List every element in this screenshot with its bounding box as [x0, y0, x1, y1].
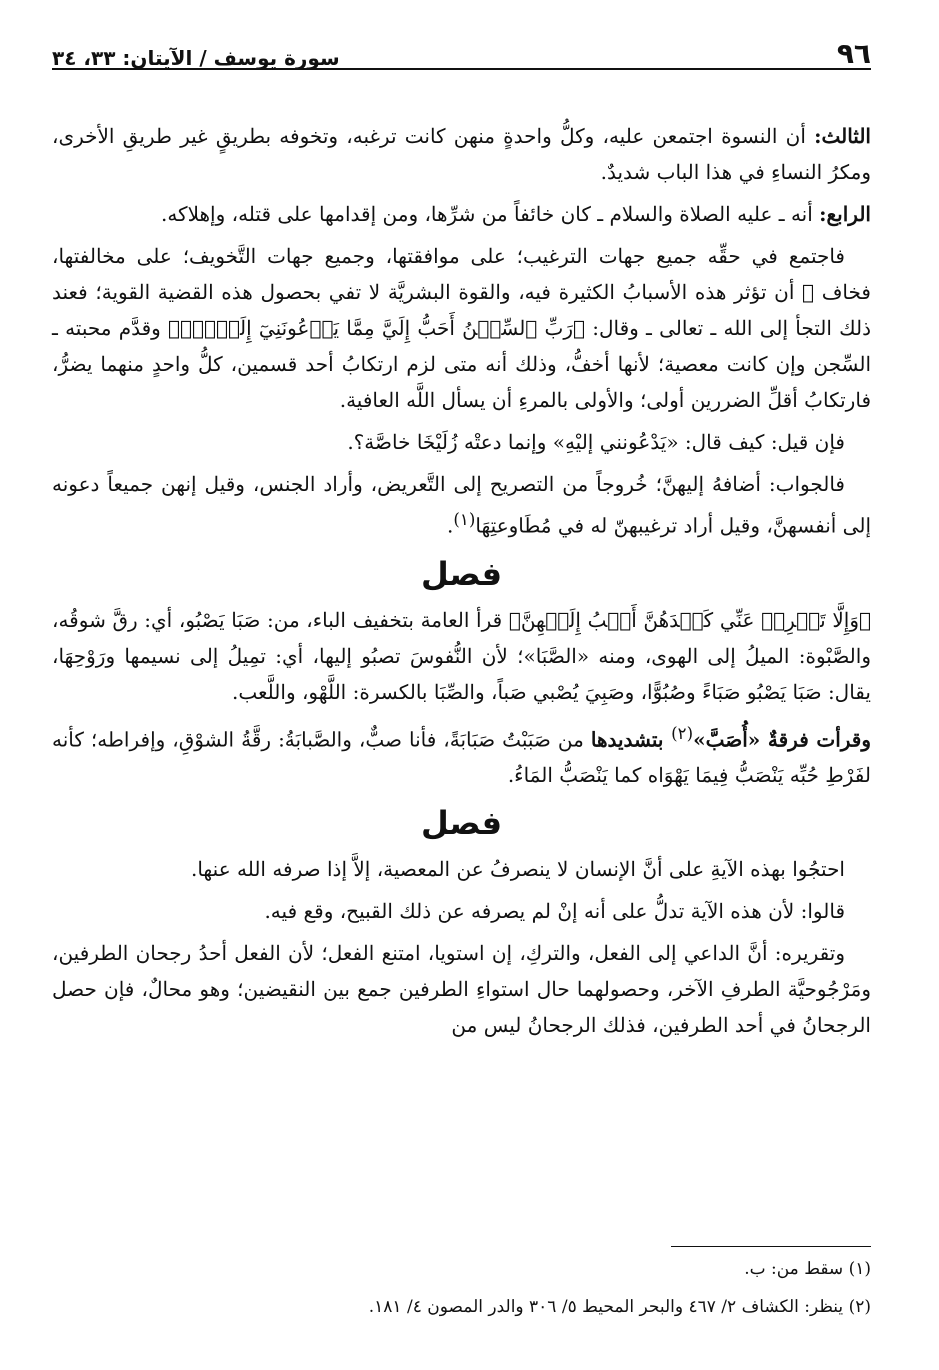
- page-body: [52, 118, 871, 1049]
- paragraph-summary: [52, 238, 871, 418]
- footnote-rule: [671, 1246, 871, 1247]
- paragraph-answer: [52, 466, 871, 544]
- paragraph-text: أنه ـ عليه الصلاة والسلام ـ كان خائفاً من شرِّها، ومن إقدامها على قتله، وإهلاكه.: [160, 202, 820, 226]
- page-number: ٩٦: [836, 37, 871, 70]
- lead-term: وقرأت فرقةٌ «أُصَبَّ»: [693, 727, 872, 752]
- paragraph-text: من صَبَبْتُ صَبَابَةً، فأنا صبٌّ، والصَّبابَةُ: رقَّةُ الشوْقِ، وإفراطه؛ كأنه لفَرْطِ حُبِّه يَنْصَبُّ فِيمَا يَهْوَاه كما يَنْصَبُّ المَاءُ.: [52, 727, 871, 788]
- footnotes: [52, 1246, 871, 1331]
- footnote-1: (١) سقط من: ب.: [744, 1259, 871, 1279]
- paragraph-text: فاجتمع في حقِّه جميع جهات الترغيب؛ على موافقتها، وجميع جهات التَّخويف؛ على مخالفتها، فخاف ﷺ أن تؤثر هذه الأسبابُ الكثيرة فيه، والقوة البشريَّة لا تفي بحصول هذه القضية القوية؛ فعند ذلك التجأ إلى الله ـ تعالى ـ وقال:: [52, 244, 871, 340]
- page: [52, 28, 871, 1370]
- paragraph-text: قرأ العامة بتخفيف الباء، من: صَبَا يَصْبُو، أي: رقَّ شوقُه، والصَّبْوة: الميلُ إلى الهوى، ومنه «الصَّبَا»؛ لأن النُّفوسَ تصبُو إليها، أي: تمِيلُ إلى نسيمها ورَوْحِهَا، يقال: صَبَا يَصْبُو صَبَاءً وصُبُوًّا، وصَبِيَ يُصْبي صَباً، والصِّبَا بالكسرة: اللَّهْو، واللَّعب.: [52, 607, 871, 704]
- quran-verse: ﴿وَإِلَّا تَصۡرِفۡ عَنِّي كَيۡدَهُنَّ أَصۡبُ إِلَيۡهِنَّ﴾: [508, 607, 871, 632]
- paragraph-variant-reading: [52, 716, 871, 794]
- paragraph-question: فإن قيل: كيف قال: «يَدْعُونني إليْهِ» وإنما دعتْه زُلَيْخَا خاصَّة؟.: [347, 430, 845, 454]
- page-header: [52, 28, 871, 68]
- header-rule: [52, 68, 871, 70]
- section-heading: فصل: [420, 804, 503, 843]
- paragraph-proof: وتقريره: أنَّ الداعي إلى الفعل، والتركِ، إن استويا، امتنع الفعل؛ لأن الفعل أحدُ رجحان الطرفين، ومَرْجُوحيَّة الطرفِ الآخر، وحصولهما حال استواءِ الطرفين جمع بين النقيضين؛ وهو محالٌ، فإن حصل الرجحانُ في أحد الطرفين، فذلك الرجحانُ ليس من: [52, 941, 871, 1038]
- paragraph-end: .: [447, 513, 454, 538]
- lead-term: الثالث:: [814, 124, 871, 148]
- quran-verse: ﴿رَبِّ ٱلسِّجۡنُ أَحَبُّ إِلَيَّ مِمَّا يَدۡعُونَنِيٓ إِلَيۡهِۖ﴾: [168, 316, 586, 340]
- paragraph-text: أن النسوة اجتمعن عليه، وكلُّ واحدةٍ منهن كانت ترغبه، وتخوفه بطريقٍ غير طريقِ الأخرى، ومكرُ النساءِ في هذا الباب شديدٌ.: [52, 124, 871, 184]
- paragraph-fourth: [52, 196, 871, 232]
- paragraph-third: [52, 118, 871, 190]
- section-heading: فصل: [420, 554, 503, 593]
- footnote-ref: (١): [453, 510, 476, 529]
- paragraph-text: وقدَّم محبته ـ السِّجن وإن كانت معصية؛ لأنها أخفُّ، وذلك أنه متى لزم ارتكابُ أحد قسمين، كلُّ واحدٍ منهما يضرُّ، فارتكابُ أقلِّ الضررين أولى؛ والأولى بالمرءِ أن يسأل اللَّه العافية.: [52, 316, 871, 412]
- lead-term: بتشديدها: [590, 727, 672, 752]
- lead-term: الرابع:: [819, 202, 871, 226]
- paragraph-text: فالجواب: أضافهُ إليهنَّ؛ خُروجاً من التصريح إلى التَّعريض، وأراد الجنس، وقيل إنهن جميعاً دعونه إلى أنفسهنَّ، وقيل أراد ترغيبهنّ له في مُطَاوعتِهَا: [52, 472, 871, 538]
- paragraph-argument: احتجُوا بهذه الآيةِ على أنَّ الإنسان لا ينصرفُ عن المعصية، إلاَّ إذا صرفه الله عنها.: [190, 857, 845, 882]
- paragraph-reading: [52, 602, 871, 710]
- running-title: سورة يوسف / الآيتان: ٣٣، ٣٤: [52, 46, 340, 70]
- footnote-ref: (٢): [671, 723, 694, 743]
- paragraph-claim: قالوا: لأن هذه الآية تدلُّ على أنه إنْ لم يصرفه عن ذلك القبيح، وقع فيه.: [264, 899, 845, 924]
- footnote-2: (٢) ينظر: الكشاف ٢/ ٤٦٧ والبحر المحيط ٥/ ٣٠٦ والدر المصون ٤/ ١٨١.: [368, 1297, 871, 1317]
